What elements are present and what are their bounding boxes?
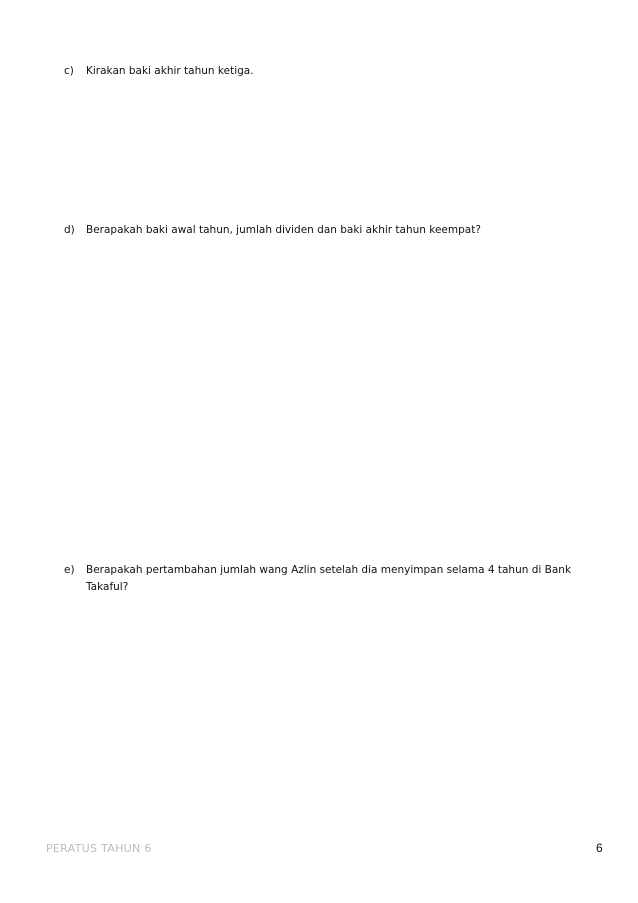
footer-label: PERATUS TAHUN 6 — [46, 842, 152, 855]
question-text: Berapakah baki awal tahun, jumlah dividen dan baki akhir tahun keempat? — [86, 224, 481, 236]
question-letter: c) — [64, 65, 74, 77]
question-letter: e) — [64, 564, 75, 576]
question-c — [64, 63, 594, 80]
page-number: 6 — [596, 841, 603, 855]
question-letter: d) — [64, 224, 75, 236]
question-text: Berapakah pertambahan jumlah wang Azlin setelah dia menyimpan selama 4 tahun di Bank Takaful? — [86, 564, 572, 593]
question-e — [64, 562, 594, 596]
question-text: Kirakan baki akhir tahun ketiga. — [86, 65, 254, 77]
question-d — [64, 222, 594, 239]
